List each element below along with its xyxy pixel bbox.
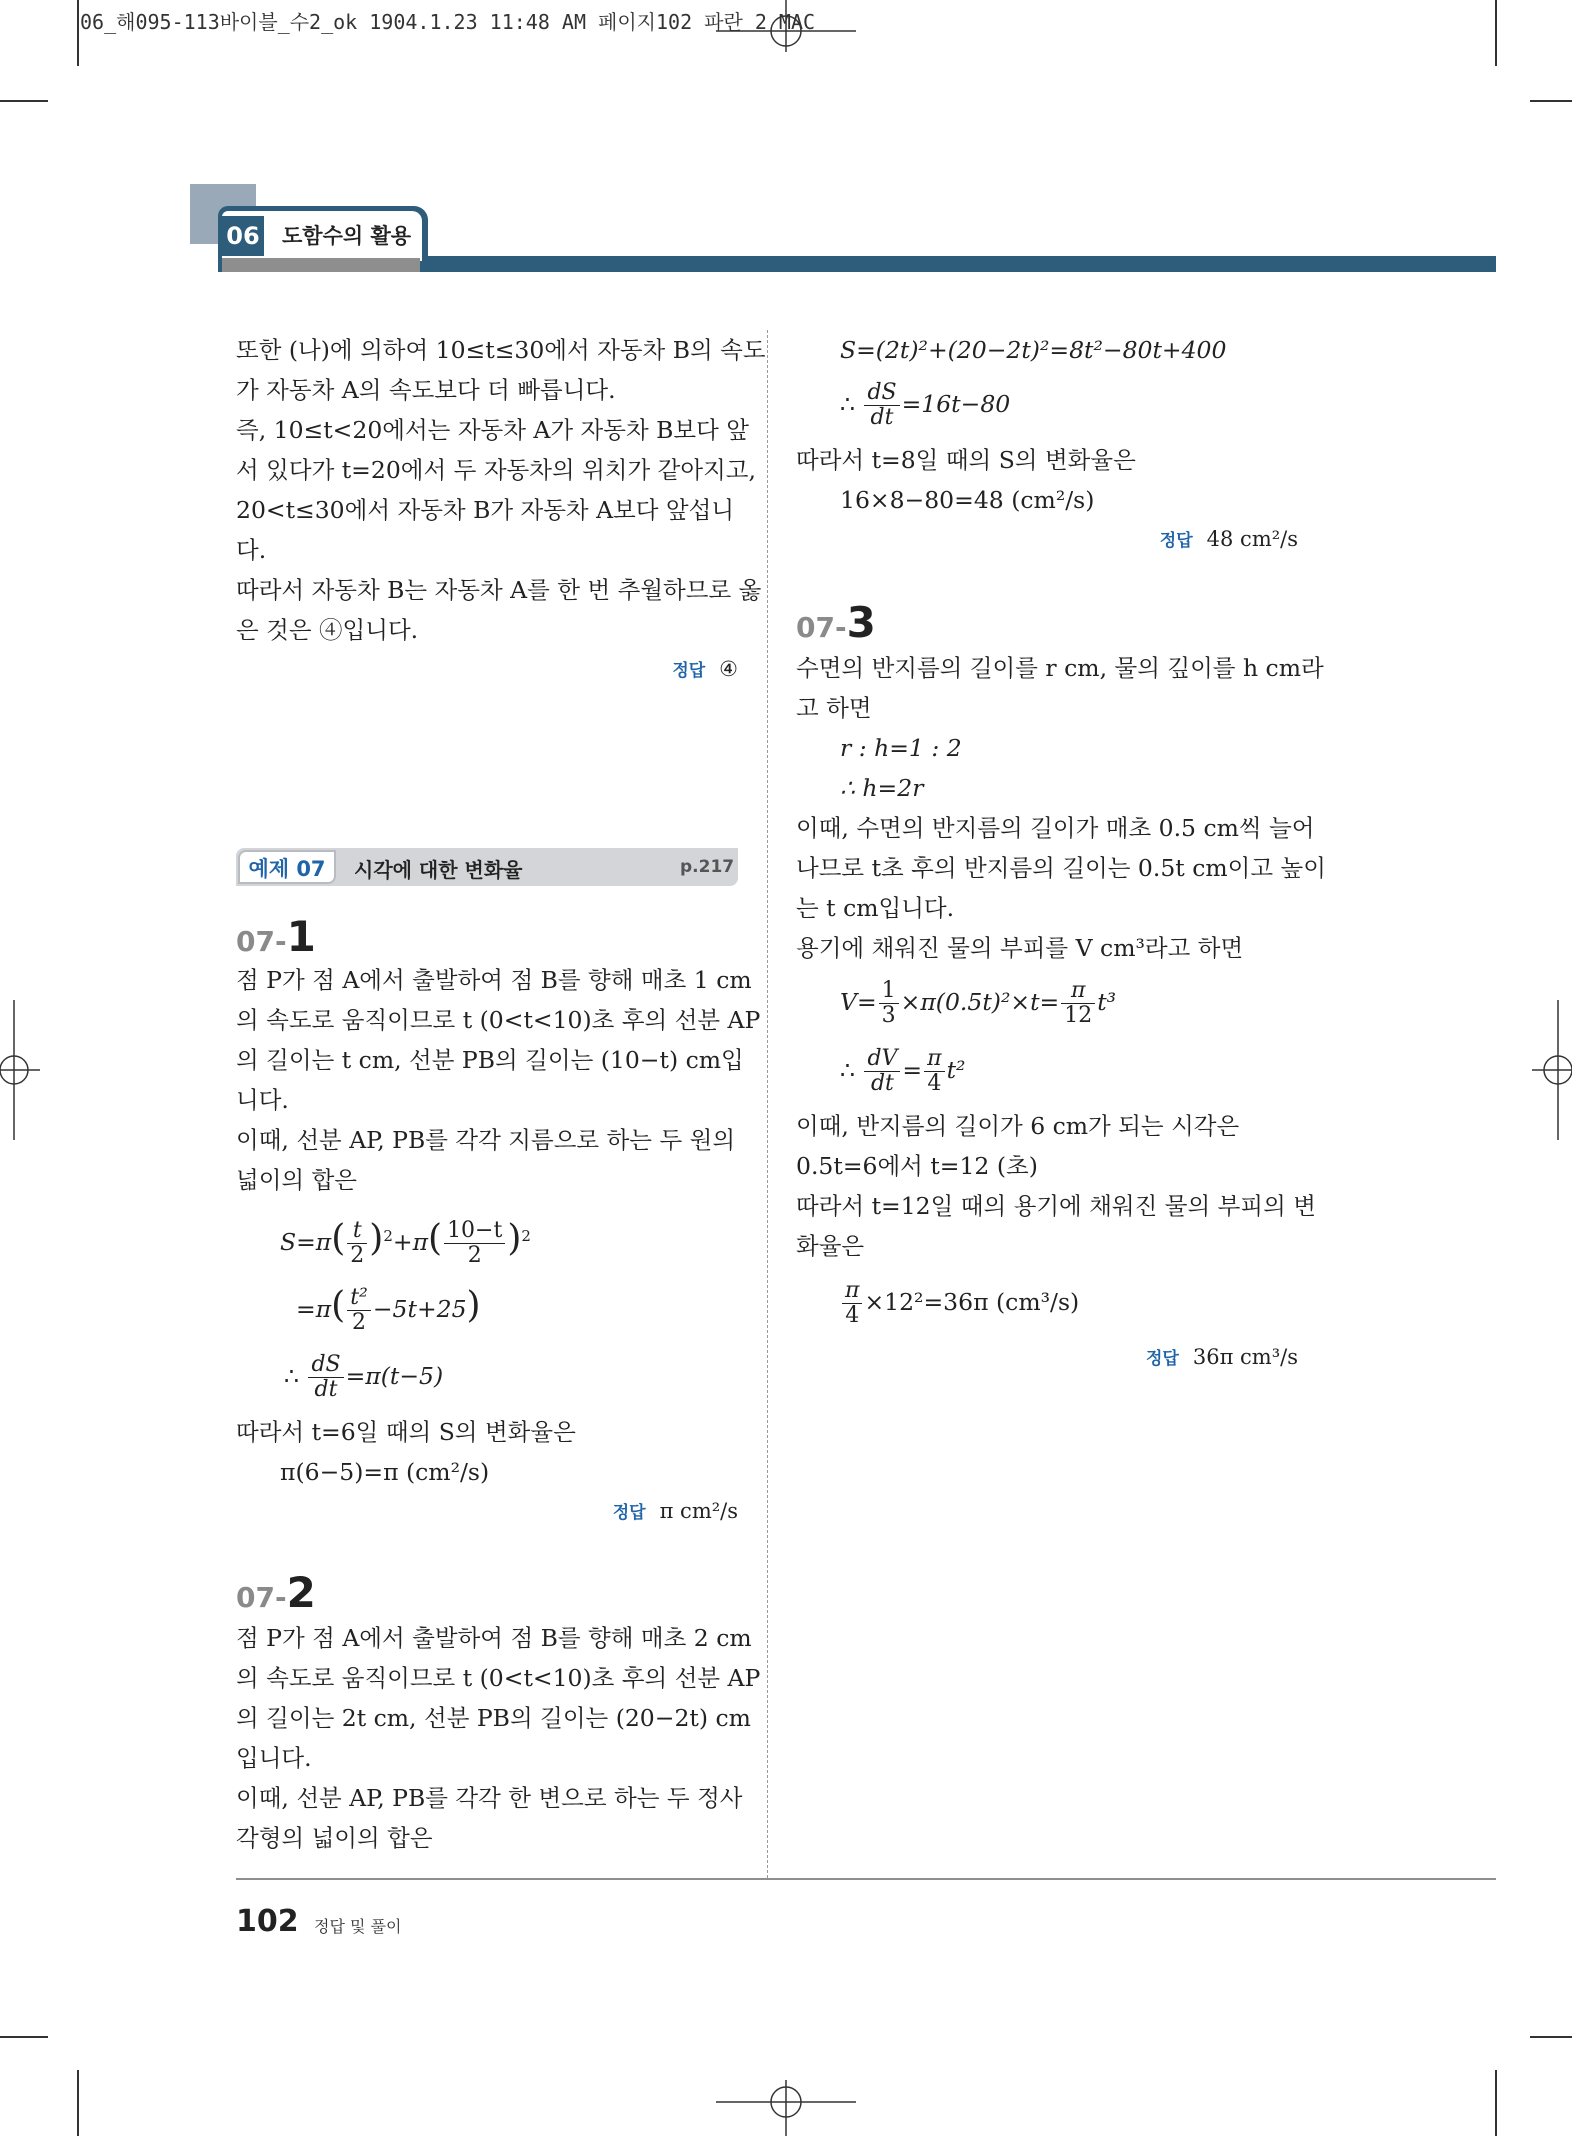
example-page: p.217	[680, 857, 735, 877]
chapter-number: 06	[222, 216, 264, 256]
registration-mark-bottom	[716, 2080, 856, 2136]
problem-number: 07-3	[796, 598, 876, 647]
page-number: 102	[236, 1904, 299, 1939]
equation: V= $\frac{1}{3}$ ×π(0.5t)²×t= $\frac{\pi}{12}$ t³	[840, 978, 1117, 1028]
answer-label: 정답	[672, 661, 706, 681]
crop-mark	[1530, 2036, 1572, 2038]
answer-label: 정답	[612, 1503, 646, 1523]
print-header: 06_해095-113바이블_수2_ok 1904.1.23 11:48 AM 페이지102 파란 2 MAC	[80, 10, 816, 34]
problem-number: 07-1	[236, 912, 316, 961]
text-line: 용기에 채워진 물의 부피를 V cm³라고 하면	[796, 934, 1244, 962]
text-line: 은 것은 ④입니다.	[236, 616, 419, 644]
crop-mark	[77, 2070, 79, 2136]
example-label: 예제 07	[238, 850, 336, 884]
column-divider	[767, 330, 768, 1878]
equation: ∴ $\frac{dV}{dt}$ = $\frac{\pi}{4}$ t²	[840, 1046, 966, 1096]
registration-mark-right	[1532, 1000, 1572, 1140]
crop-mark	[1495, 0, 1497, 66]
text-line: 16×8−80=48 (cm²/s)	[840, 486, 1095, 514]
equation: S=π( $\frac{t}{2}$ )$^2$+π( $\frac{10-t}{2}$ )$^2$	[280, 1217, 531, 1268]
answer-value: 36π cm³/s	[1192, 1345, 1298, 1369]
equation: $\frac{\pi}{4}$ ×12²=36π (cm³/s)	[840, 1276, 1079, 1328]
text-line: 따라서 t=12일 때의 용기에 채워진 물의 부피의 변	[796, 1192, 1316, 1220]
text-line: 넓이의 합은	[236, 1166, 357, 1194]
text-line: 의 길이는 t cm, 선분 PB의 길이는 (10−t) cm입	[236, 1046, 744, 1074]
text-line: 나므로 t초 후의 반지름의 길이는 0.5t cm이고 높이	[796, 854, 1326, 882]
text-line: 다.	[236, 536, 267, 564]
text-line: 따라서 t=8일 때의 S의 변화율은	[796, 446, 1136, 474]
equation: ∴ $\frac{dS}{dt}$ =16t−80	[840, 380, 1011, 430]
footer-label: 정답 및 풀이	[314, 1917, 402, 1936]
crop-mark	[1530, 100, 1572, 102]
answer	[672, 656, 738, 681]
text-line: 의 길이는 2t cm, 선분 PB의 길이는 (20−2t) cm	[236, 1704, 751, 1732]
chapter-title: 도함수의 활용	[282, 224, 412, 248]
text-line: 20<t≤30에서 자동차 B가 자동차 A보다 앞섭니	[236, 496, 735, 524]
text-line: 가 자동차 A의 속도보다 더 빠릅니다.	[236, 376, 616, 404]
text-line: 각형의 넓이의 합은	[236, 1824, 433, 1852]
text-line: 니다.	[236, 1086, 289, 1114]
text-line: 이때, 반지름의 길이가 6 cm가 되는 시각은	[796, 1112, 1240, 1140]
registration-mark-left	[0, 1000, 40, 1140]
text-line: 따라서 자동차 B는 자동차 A를 한 번 추월하므로 옳	[236, 576, 762, 604]
answer-label: 정답	[1145, 1349, 1179, 1369]
answer-value: π cm²/s	[659, 1499, 738, 1523]
crop-mark	[1495, 2070, 1497, 2136]
text-line: 점 P가 점 A에서 출발하여 점 B를 향해 매초 1 cm	[236, 966, 752, 994]
footer-rule	[236, 1878, 1496, 1880]
text-line: 이때, 선분 AP, PB를 각각 한 변으로 하는 두 정사	[236, 1784, 743, 1812]
text-line: 수면의 반지름의 길이를 r cm, 물의 깊이를 h cm라	[796, 654, 1324, 682]
text-line: 따라서 t=6일 때의 S의 변화율은	[236, 1418, 576, 1446]
answer-value: 48 cm²/s	[1206, 527, 1298, 551]
equation: r : h=1 : 2	[840, 734, 962, 762]
answer-value: ④	[719, 657, 738, 681]
answer	[613, 1498, 738, 1523]
text-line: π(6−5)=π (cm²/s)	[280, 1458, 490, 1486]
text-line: 이때, 선분 AP, PB를 각각 지름으로 하는 두 원의	[236, 1126, 736, 1154]
chapter-tab-base	[222, 258, 420, 272]
problem-number: 07-2	[236, 1568, 316, 1617]
crop-mark	[0, 100, 48, 102]
text-line: 입니다.	[236, 1744, 312, 1772]
text-line: 또한 (나)에 의하여 10≤t≤30에서 자동차 B의 속도	[236, 336, 766, 364]
text-line: 의 속도로 움직이므로 t (0<t<10)초 후의 선분 AP	[236, 1664, 761, 1692]
text-line: 는 t cm입니다.	[796, 894, 955, 922]
crop-mark	[77, 0, 79, 66]
text-line: 의 속도로 움직이므로 t (0<t<10)초 후의 선분 AP	[236, 1006, 761, 1034]
text-line: 고 하면	[796, 694, 872, 722]
answer-label: 정답	[1159, 531, 1193, 551]
crop-mark	[0, 2036, 48, 2038]
answer	[1146, 1344, 1298, 1369]
answer	[1160, 526, 1298, 551]
text-line: 화율은	[796, 1232, 865, 1260]
text-line: 이때, 수면의 반지름의 길이가 매초 0.5 cm씩 늘어	[796, 814, 1315, 842]
text-line: 즉, 10≤t<20에서는 자동차 A가 자동차 B보다 앞	[236, 416, 749, 444]
text-line: 0.5t=6에서 t=12 (초)	[796, 1152, 1038, 1180]
equation: ∴ h=2r	[840, 774, 924, 802]
equation: =π( $\frac{\text{t²}}{2}$ −5t+25)	[296, 1285, 481, 1335]
equation: ∴ $\frac{dS}{dt}$ =π(t−5)	[284, 1352, 444, 1402]
text-line: 점 P가 점 A에서 출발하여 점 B를 향해 매초 2 cm	[236, 1624, 752, 1652]
text-line: 서 있다가 t=20에서 두 자동차의 위치가 같아지고,	[236, 456, 756, 484]
equation: S=(2t)²+(20−2t)²=8t²−80t+400	[840, 336, 1227, 364]
example-title: 시각에 대한 변화율	[354, 858, 523, 882]
chapter-rule	[420, 256, 1496, 272]
